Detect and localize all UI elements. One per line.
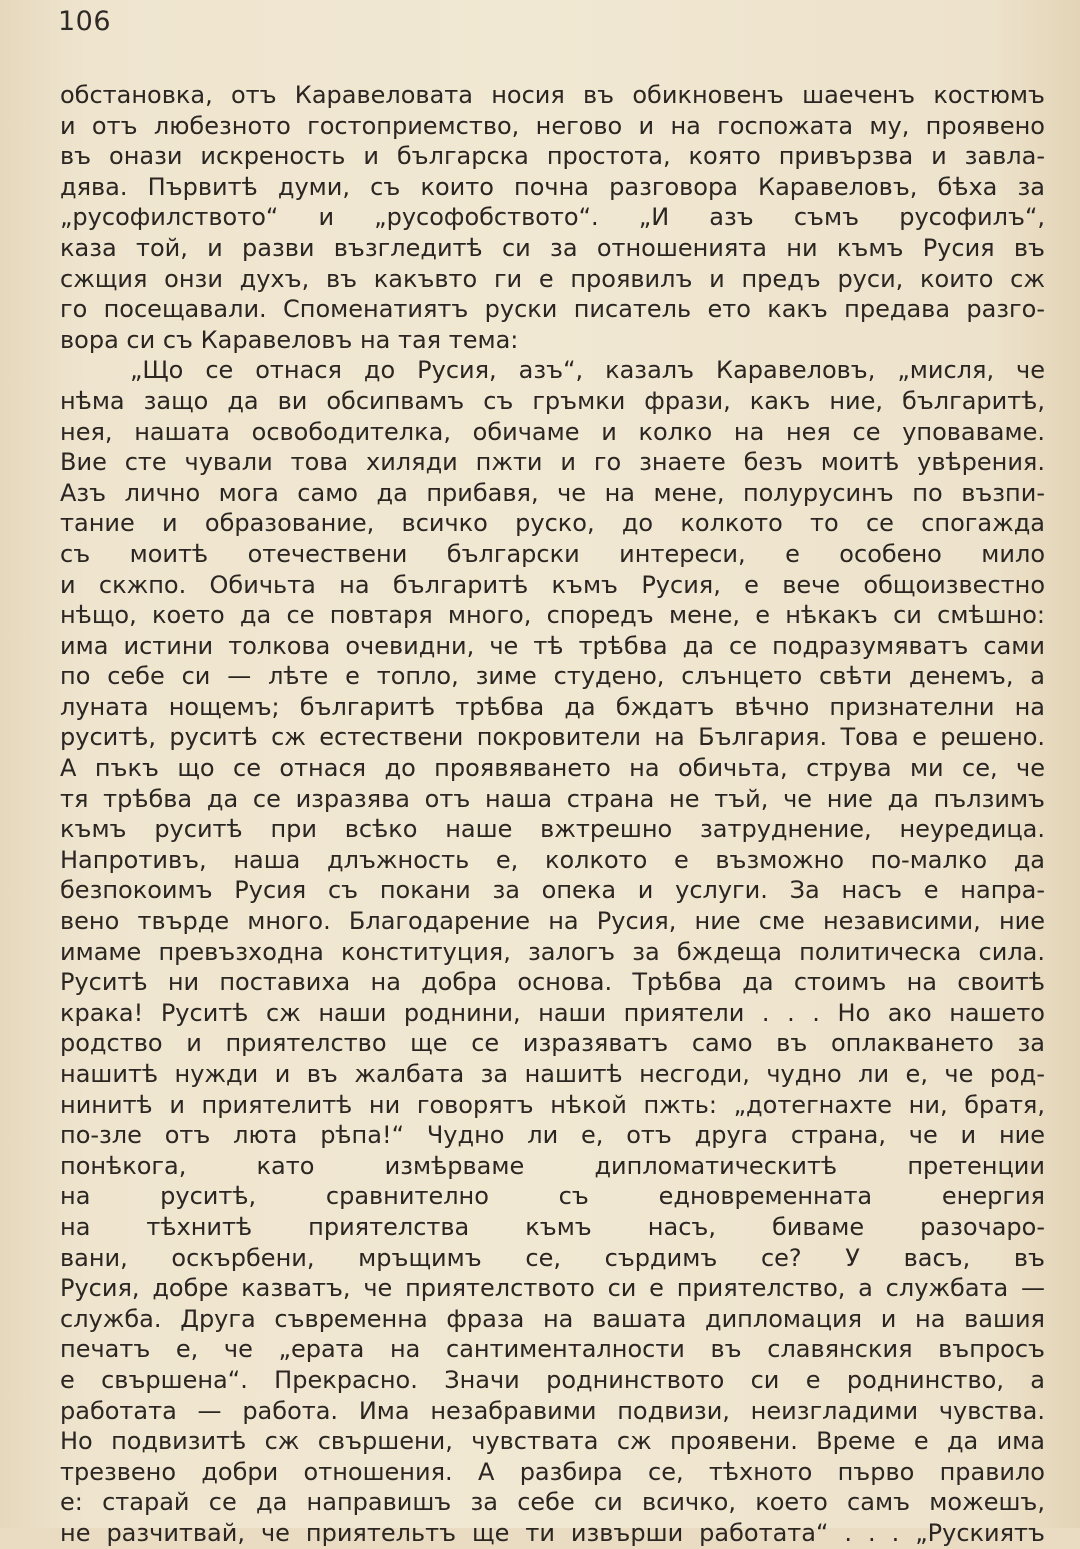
text-line: Азъ лично мога само да прибавя, че на мене, полурусинъ по възпи- <box>60 478 1045 507</box>
text-line: има истини толкова очевидни, че тѣ трѣбва да се подразумяватъ сами <box>60 631 1045 660</box>
text-line: Русия, добре казватъ, че приятелството си е приятелство, а службата — <box>60 1274 1045 1303</box>
text-line: и отъ любезното гостоприемство, негово и на госпожата му, проявено <box>60 111 1045 140</box>
text-line: тание и образование, всичко руско, до колкото то се спогажда <box>60 509 1045 538</box>
text-line: вани, оскърбени, мръщимъ се, сърдимъ се? У васъ, въ <box>60 1243 1045 1272</box>
text-line: е свършена“. Прекрасно. Значи роднинството си е роднинство, а <box>60 1365 1045 1394</box>
body-text <box>60 80 1045 1549</box>
text-line: крака! Руситѣ сж наши роднини, наши приятели . . . Но ако нашето <box>60 998 1045 1027</box>
text-line: на тѣхнитѣ приятелства къмъ насъ, биваме разочаро- <box>60 1212 1045 1241</box>
page-number: 106 <box>58 6 112 37</box>
text-line: нѣма защо да ви обсипвамъ съ гръмки фрази, какъ ние, българитѣ, <box>60 386 1045 415</box>
text-line: на руситѣ, сравнително съ едновременната енергия <box>60 1182 1045 1211</box>
text-line: е: старай се да направишъ за себе си всичко, което самъ можешъ, <box>60 1488 1045 1517</box>
text-line: безпокоимъ Русия съ покани за опека и услуги. За насъ е напра- <box>60 876 1045 905</box>
text-line: сжщия онзи духъ, въ какъвто ги е проявилъ и предъ руси, които сж <box>60 264 1045 293</box>
text-line: имаме превъзходна конституция, залогъ за бждеща политическа сила. <box>60 937 1045 966</box>
text-line: по-зле отъ люта рѣпа!“ Чудно ли е, отъ друга страна, че и ние <box>60 1121 1045 1150</box>
text-line: понѣкога, като измѣрваме дипломатическитѣ претенции <box>60 1151 1045 1180</box>
text-line: работата — работа. Има незабравими подвизи, неизгладими чувства. <box>60 1396 1045 1425</box>
text-line: вено твърде много. Благодарение на Русия, ние сме независими, ние <box>60 907 1045 936</box>
text-line: и скжпо. Обичьта на българитѣ къмъ Русия, е вече общоизвестно <box>60 570 1045 599</box>
text-line: Вие сте чували това хиляди пжти и го знаете безъ моитѣ увѣрения. <box>60 448 1045 477</box>
text-line: родство и приятелство ще се изразяватъ само въ оплакването за <box>60 1029 1045 1058</box>
text-line: вора си съ Каравеловъ на тая тема: <box>60 325 519 354</box>
text-line: съ моитѣ отечествени български интереси, е особено мило <box>60 539 1045 568</box>
text-line: трезвено добри отношения. А разбира се, тѣхното първо правило <box>60 1457 1045 1486</box>
text-line: въ онази искреность и българска простота, която привързва и завла- <box>60 142 1045 171</box>
text-line: печатъ е, че „ерата на сантименталности въ славянския въпросъ <box>60 1335 1045 1364</box>
text-line: Руситѣ ни поставиха на добра основа. Трѣбва да стоимъ на своитѣ <box>60 968 1045 997</box>
text-line: Напротивъ, наша длъжность е, колкото е възможно по-малко да <box>60 845 1045 874</box>
text-line: луната нощемъ; българитѣ трѣбва да бждатъ вѣчно признателни на <box>60 692 1045 721</box>
text-line: „русофилството“ и „русофобството“. „И азъ съмъ русофилъ“, <box>60 203 1045 232</box>
text-line: обстановка, отъ Каравеловата носия въ обикновенъ шаеченъ костюмъ <box>60 81 1045 109</box>
text-line: го посещавали. Споменатиятъ руски писатель ето какъ предава разго- <box>60 295 1045 324</box>
text-line: къмъ руситѣ при всѣко наше вжтрешно затруднение, неуредица. <box>60 815 1045 844</box>
text-line: Но подвизитѣ сж свършени, чувствата сж проявени. Време е да има <box>60 1427 1045 1456</box>
text-line: каза той, и разви възгледитѣ си за отношенията ни къмъ Русия въ <box>60 233 1045 262</box>
text-line: не разчитвай, че приятельтъ ще ти извърши работата“ . . . „Рускиятъ <box>60 1518 1045 1547</box>
text-line: А пъкъ що се отнася до проявяването на обичьта, струва ми се, че <box>60 754 1045 783</box>
text-line: тя трѣбва да се изразява отъ наша страна не тъй, че ние да пълзимъ <box>60 784 1045 813</box>
text-line: нѣщо, което да се повтаря много, споредъ мене, е нѣкакъ си смѣшно: <box>60 601 1045 630</box>
text-line: служба. Друга съвременна фраза на вашата дипломация и на вашия <box>60 1304 1045 1333</box>
text-line: по себе си — лѣте е топло, зиме студено, слънцето свѣти денемъ, а <box>60 662 1045 691</box>
text-line: дява. Първитѣ думи, съ които почна разговора Каравеловъ, бѣха за <box>60 172 1045 201</box>
text-line: нинитѣ и приятелитѣ ни говорятъ нѣкой пжть: „дотегнахте ни, братя, <box>60 1090 1045 1119</box>
text-line: нея, нашата освободителка, обичаме и колко на нея се уповаваме. <box>60 417 1045 446</box>
text-line: нашитѣ нужди и въ жалбата за нашитѣ несгоди, чудно ли е, че род- <box>60 1060 1045 1088</box>
text-line: „Що се отнася до Русия, азъ“, казалъ Каравеловъ, „мисля, че <box>130 356 1045 385</box>
text-line: руситѣ, руситѣ сж естествени покровители на България. Това е решено. <box>60 723 1045 752</box>
